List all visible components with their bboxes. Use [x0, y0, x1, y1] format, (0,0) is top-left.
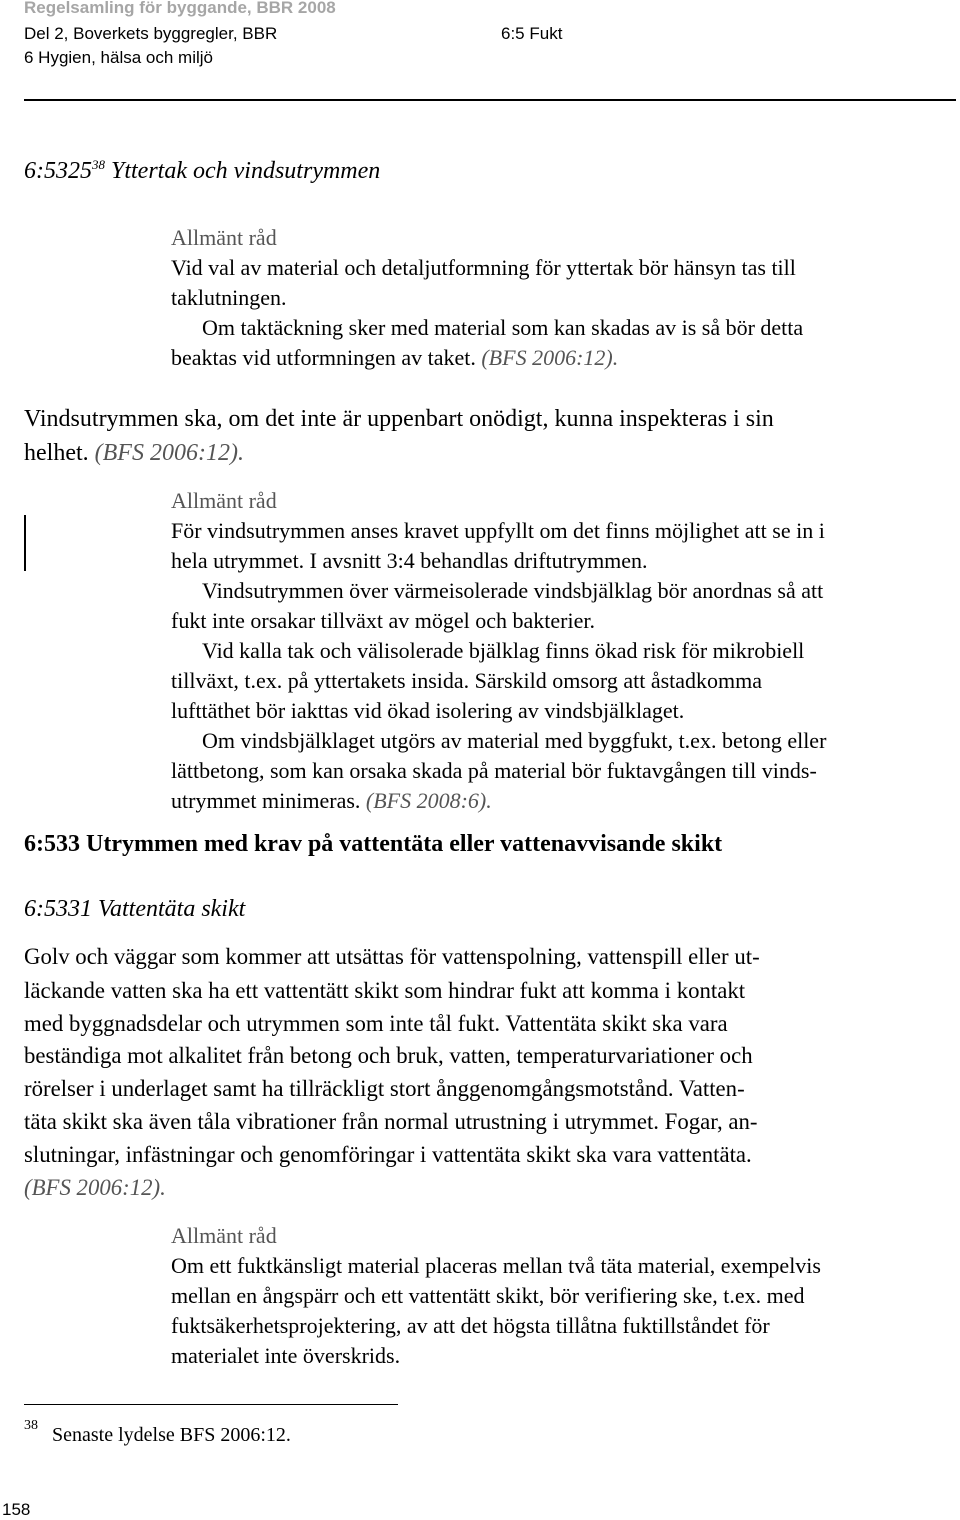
- rule-line: [24, 440, 244, 467]
- advice-line: Vid kalla tak och välisolerade bjälklag finns ökad risk för mikrobiell: [202, 638, 805, 663]
- section-heading-6-533: 6:533 Utrymmen med krav på vattentäta eller vattenavvisande skikt: [24, 831, 723, 857]
- section-heading-6-5325: [24, 158, 380, 185]
- body-line: med byggnadsdelar och utrymmen som inte tål fukt. Vattentäta skikt ska vara: [24, 1011, 728, 1036]
- advice-line: tillväxt, t.ex. på yttertakets insida. Särskild omsorg att åstadkomma: [171, 668, 763, 693]
- body-line: beständiga mot alkalitet från betong och bruk, vatten, temperaturvariationer och: [24, 1043, 753, 1068]
- advice-line: fuktsäkerhetsprojektering, av att det högsta tillåtna fuktillståndet för: [171, 1313, 770, 1338]
- header-chapter-group: 6 Hygien, hälsa och miljö: [24, 48, 213, 67]
- advice-label: Allmänt råd: [171, 225, 277, 250]
- advice-line: mellan en ångspärr och ett vattentätt skikt, bör verifiering ske, t.ex. med: [171, 1283, 805, 1308]
- bfs-reference: (BFS 2008:6).: [365, 788, 492, 813]
- advice-line: [171, 345, 618, 371]
- section-number: 6:5325: [24, 158, 92, 184]
- document-title: Regelsamling för byggande, BBR 2008: [24, 0, 336, 17]
- footnote-text: Senaste lydelse BFS 2006:12.: [52, 1424, 291, 1446]
- body-line: Golv och väggar som kommer att utsättas för vattenspolning, vattenspill eller ut-: [24, 944, 760, 969]
- advice-line: [171, 788, 492, 814]
- body-line: slutningar, infästningar och genomföringar i vattentäta skikt ska vara vattentäta.: [24, 1142, 752, 1167]
- section-heading-6-5331: 6:5331 Vattentäta skikt: [24, 896, 246, 922]
- header-chapter: 6:5 Fukt: [501, 24, 563, 43]
- advice-text: beaktas vid utformningen av taket.: [171, 345, 476, 370]
- advice-line: lättbetong, som kan orsaka skada på material bör fuktavgången till vinds-: [171, 758, 817, 783]
- footnote-number: 38: [24, 1418, 38, 1433]
- header-part: Del 2, Boverkets byggregler, BBR: [24, 24, 278, 43]
- footnote-ref: 38: [92, 157, 105, 172]
- advice-line: fukt inte orsakar tillväxt av mögel och bakterier.: [171, 608, 595, 633]
- advice-line: materialet inte överskrids.: [171, 1343, 401, 1368]
- rule-line: Vindsutrymmen ska, om det inte är uppenbart onödigt, kunna inspekteras i sin: [24, 406, 774, 432]
- bfs-reference: (BFS 2006:12).: [481, 345, 619, 370]
- header-rule: [24, 99, 956, 101]
- advice-line: Om vindsbjälklaget utgörs av material med byggfukt, t.ex. betong eller: [202, 728, 827, 753]
- advice-line: Om taktäckning sker med material som kan skadas av is så bör detta: [202, 315, 804, 340]
- bfs-reference: (BFS 2006:12).: [24, 1175, 166, 1200]
- advice-line: taklutningen.: [171, 285, 287, 310]
- body-line: läckande vatten ska ha ett vattentätt skikt som hindrar fukt att komma i kontakt: [24, 978, 746, 1003]
- advice-line: lufttäthet bör iakttas vid ökad isolering av vindsbjälklaget.: [171, 698, 685, 723]
- advice-line: Vid val av material och detaljutformning för yttertak bör hänsyn tas till: [171, 255, 796, 280]
- advice-line: Vindsutrymmen över värmeisolerade vindsbjälklag bör anordnas så att: [202, 578, 824, 603]
- change-bar: [24, 515, 26, 571]
- advice-label: Allmänt råd: [171, 1223, 277, 1248]
- bfs-reference: (BFS 2006:12).: [94, 440, 244, 466]
- advice-label: Allmänt råd: [171, 488, 277, 513]
- body-line: rörelser i underlaget samt ha tillräckligt stort ånggenomgångsmotstånd. Vatten-: [24, 1076, 745, 1101]
- footnote-rule: [24, 1404, 398, 1405]
- advice-line: För vindsutrymmen anses kravet uppfyllt om det finns möjlighet att se in i: [171, 518, 825, 543]
- page-number: 158: [2, 1500, 31, 1519]
- section-title: Yttertak och vindsutrymmen: [111, 158, 381, 184]
- advice-line: Om ett fuktkänsligt material placeras mellan två täta material, exempelvis: [171, 1253, 821, 1278]
- advice-text: utrymmet minimeras.: [171, 788, 361, 813]
- rule-text: helhet.: [24, 440, 89, 466]
- advice-line: hela utrymmet. I avsnitt 3:4 behandlas driftutrymmen.: [171, 548, 648, 573]
- body-line: täta skikt ska även tåla vibrationer från normal utrustning i utrymmet. Fogar, an-: [24, 1109, 758, 1134]
